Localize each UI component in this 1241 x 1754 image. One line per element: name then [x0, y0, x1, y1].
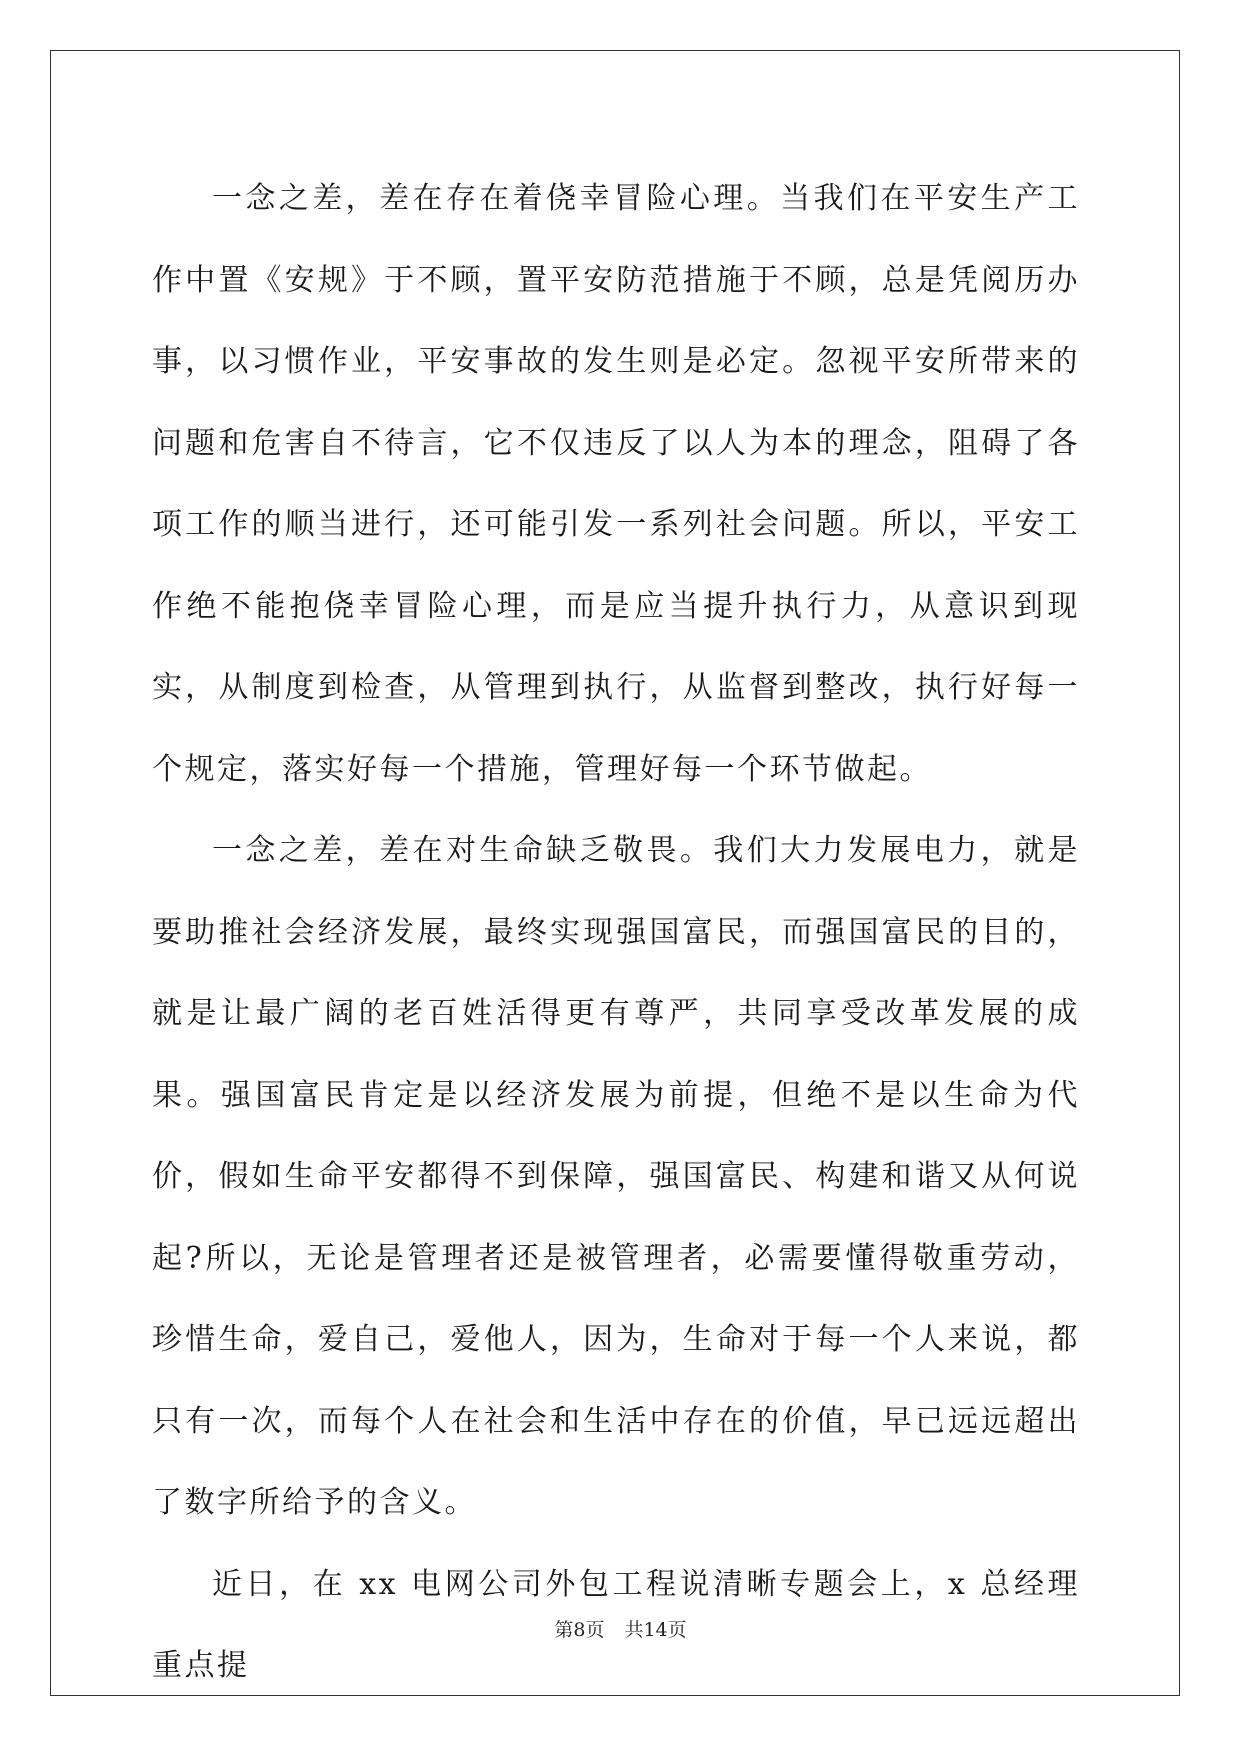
page-number: 第8页 [554, 1619, 605, 1641]
document-body [152, 158, 1080, 1707]
paragraph-1: 一念之差，差在存在着侥幸冒险心理。当我们在平安生产工作中置《安规》于不顾，置平安防范措施于不顾，总是凭阅历办事，以习惯作业，平安事故的发生则是必定。忽视平安所带来的问题和危害自不待言，它不仅违反了以人为本的理念，阻碍了各项工作的顺当进行，还可能引发一系列社会问题。所以，平安工作绝不能抱侥幸冒险心理，而是应当提升执行力，从意识到现实，从制度到检查，从管理到执行，从监督到整改，执行好每一个规定，落实好每一个措施，管理好每一个环节做起。 [152, 181, 1080, 787]
page-footer [0, 1618, 1241, 1642]
paragraph-3: 近日，在 xx 电网公司外包工程说清晰专题会上，x 总经理重点提 [152, 1566, 1080, 1683]
page-total: 共14页 [624, 1619, 687, 1641]
paragraph-2: 一念之差，差在对生命缺乏敬畏。我们大力发展电力，就是要助推社会经济发展，最终实现强国富民，而强国富民的目的，就是让最广阔的老百姓活得更有尊严，共同享受改革发展的成果。强国富民肯定是以经济发展为前提，但绝不是以生命为代价，假如生命平安都得不到保障，强国富民、构建和谐又从何说起?所以，无论是管理者还是被管理者，必需要懂得敬重劳动，珍惜生命，爱自己，爱他人，因为，生命对于每一个人来说，都只有一次，而每个人在社会和生活中存在的价值，早已远远超出了数字所给予的含义。 [152, 833, 1080, 1520]
